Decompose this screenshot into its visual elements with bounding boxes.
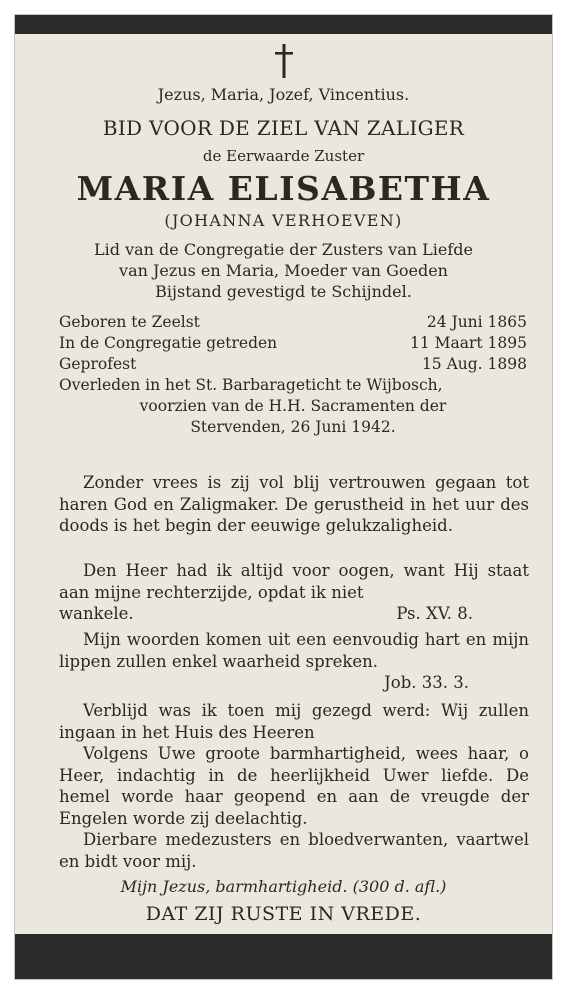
paragraph-2-last: wankele.: [59, 604, 134, 623]
paragraph-2: [59, 560, 529, 625]
bottom-black-band: [15, 934, 552, 979]
paragraph-2-text: Den Heer had ik altijd voor oogen, want Hij staat aan mijne rechterzijde, opdat ik niet: [59, 561, 529, 602]
event-label: Geboren te Zeelst: [59, 313, 200, 331]
event-row: [59, 313, 527, 334]
paragraph-1: Zonder vrees is zij vol blij vertrouwen gegaan tot haren God en Zaligmaker. De gerustheid in het uur des doods is het begin der eeuwige gelukzaligheid.: [59, 473, 529, 535]
scripture-ref-job: Job. 33. 3.: [384, 673, 469, 692]
event-date: 11 Maart 1895: [409, 334, 527, 352]
event-date: 15 Aug. 1898: [421, 355, 527, 373]
paragraph-3: Mijn woorden komen uit een eenvoudig hart en mijn lippen zullen enkel waarheid spreken.: [59, 630, 529, 671]
intro-line: Lid van de Congregatie der Zusters van Liefde: [94, 240, 473, 259]
event-label: Geprofest: [59, 355, 137, 373]
paragraph-6: Dierbare medezusters en bloedverwanten, vaartwel en bidt voor mij.: [59, 830, 529, 871]
event-row: [59, 355, 527, 376]
paragraph-2-end: [59, 603, 529, 625]
death-line: Overleden in het St. Barbarageticht te Wijbosch,: [59, 376, 443, 394]
paragraph-5: Volgens Uwe groote barmhartigheid, wees haar, o Heer, indachtig in de heerlijkheid Uwer liefde. De hemel worde haar geopend en aan de vreugde der Engelen worde zij deelachtig.: [59, 744, 529, 828]
heading: BID VOOR DE ZIEL VAN ZALIGER: [102, 116, 465, 140]
memorial-card: [14, 14, 553, 980]
indulgence-prayer: Mijn Jezus, barmhartigheid. (300 d. afl.): [120, 877, 447, 896]
honorific: de Eerwaarde Zuster: [202, 147, 365, 165]
closing-rip: DAT ZIJ RUSTE IN VREDE.: [145, 903, 422, 925]
congregation-intro: [15, 239, 552, 302]
scripture-ref-psalm: Ps. XV. 8.: [396, 604, 473, 623]
paragraph-4: Verblijd was ik toen mij gezegd werd: Wij zullen ingaan in het Huis des Heeren: [59, 701, 529, 742]
event-label: In de Congregatie getreden: [59, 334, 278, 352]
death-line: Stervenden, 26 Juni 1942.: [190, 418, 396, 436]
top-black-band: [15, 15, 552, 34]
intro-line: van Jezus en Maria, Moeder van Goeden: [119, 261, 448, 280]
birth-name: (JOHANNA VERHOEVEN): [164, 211, 403, 230]
invocation: Jezus, Maria, Jozef, Vincentius.: [157, 85, 410, 104]
deceased-name: MARIA ELISABETHA: [76, 169, 491, 208]
latin-cross-icon: [272, 43, 296, 79]
intro-line: Bijstand gevestigd te Schijndel.: [155, 282, 412, 301]
event-date: 24 Juni 1865: [426, 313, 527, 331]
life-events: [59, 313, 527, 439]
death-line: voorzien van de H.H. Sacramenten der: [139, 397, 447, 415]
event-row: [59, 334, 527, 355]
